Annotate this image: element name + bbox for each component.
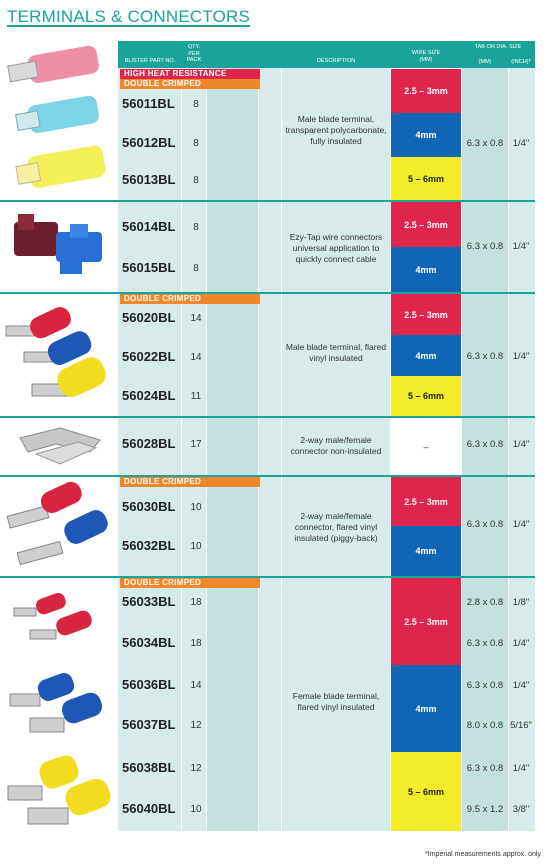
description: Ezy-Tap wire connectors universal application to quickly connect cable bbox=[289, 232, 383, 264]
qty: 17 bbox=[190, 439, 202, 450]
description: 2-way male/female connector non-insulated bbox=[290, 435, 382, 456]
wire-size-red: 2.5 – 3mm bbox=[391, 69, 461, 113]
wire-size-yellow: 5 – 6mm bbox=[391, 752, 461, 831]
description: 2-way male/female connector, flared vinyl insulated (piggy-back) bbox=[294, 511, 378, 543]
qty: 10 bbox=[190, 541, 202, 552]
tab-size-mm: 6.3 x 0.8 bbox=[466, 763, 504, 774]
qty: 8 bbox=[193, 138, 199, 149]
part-number: 56038BL bbox=[122, 760, 176, 775]
description: Male blade terminal, flared vinyl insulated bbox=[285, 342, 387, 363]
qty: 12 bbox=[190, 720, 202, 731]
product-image-ezy-tap bbox=[0, 202, 118, 292]
part-number: 56022BL bbox=[122, 349, 176, 364]
tab-size-inch: 1/4" bbox=[512, 241, 530, 252]
part-number: 56020BL bbox=[122, 310, 176, 325]
tab-size-mm: 6.3 x 0.8 bbox=[466, 519, 504, 530]
part-number: 56030BL bbox=[122, 499, 176, 514]
qty: 14 bbox=[190, 680, 202, 691]
tag-double-crimped: DOUBLE CRIMPED bbox=[120, 294, 260, 304]
wire-size-red: 2.5 – 3mm bbox=[391, 294, 461, 335]
tab-size-inch: 1/4" bbox=[512, 519, 530, 530]
qty: 12 bbox=[190, 763, 202, 774]
header-tab-mm: (MM) bbox=[478, 59, 492, 65]
tag-double-crimped: DOUBLE CRIMPED bbox=[120, 578, 260, 588]
header-wire-size: WIRE SIZE bbox=[411, 50, 441, 56]
product-image-transparent-terminals bbox=[0, 40, 118, 200]
product-image-female-blade bbox=[0, 578, 118, 831]
tab-size-inch: 1/4" bbox=[512, 638, 530, 649]
tab-size-inch: 1/4" bbox=[512, 351, 530, 362]
part-number: 56034BL bbox=[122, 635, 176, 650]
description: Female blade terminal, flared vinyl insulated bbox=[292, 691, 380, 712]
tab-size-inch: 5/16" bbox=[510, 720, 532, 731]
header-tab: TAB OR DIA. SIZE bbox=[474, 44, 522, 50]
tab-size-mm: 2.8 x 0.8 bbox=[466, 597, 504, 608]
wire-size-blue: 4mm bbox=[391, 526, 461, 576]
tab-size-inch: 1/4" bbox=[512, 680, 530, 691]
tab-size-inch: 3/8" bbox=[512, 804, 530, 815]
tag-double-crimped: DOUBLE CRIMPED bbox=[120, 79, 260, 89]
qty: 14 bbox=[190, 352, 202, 363]
page-title: TERMINALS & CONNECTORS bbox=[7, 7, 251, 26]
product-image-piggyback bbox=[0, 477, 118, 576]
qty: 8 bbox=[193, 263, 199, 274]
tab-size-mm: 6.3 x 0.8 bbox=[466, 638, 504, 649]
wire-size-yellow: 5 – 6mm bbox=[391, 157, 461, 200]
wire-size-blue: 4mm bbox=[391, 665, 461, 752]
part-number: 56032BL bbox=[122, 538, 176, 553]
tab-size-inch: 1/4" bbox=[512, 138, 530, 149]
tab-size-inch: 1/8" bbox=[512, 597, 530, 608]
header-blister: BLISTER PART NO. bbox=[124, 58, 176, 64]
header-tab-inch: (INCH)* bbox=[511, 59, 531, 65]
tab-size-mm: 6.3 x 0.8 bbox=[466, 680, 504, 691]
part-number: 56014BL bbox=[122, 219, 176, 234]
wire-size-red: 2.5 – 3mm bbox=[391, 578, 461, 665]
wire-size-blue: 4mm bbox=[391, 113, 461, 157]
wire-size-red: 2.5 – 3mm bbox=[391, 202, 461, 247]
qty: 10 bbox=[190, 502, 202, 513]
wire-size-blue: 4mm bbox=[391, 335, 461, 376]
qty: 10 bbox=[190, 804, 202, 815]
part-number: 56012BL bbox=[122, 135, 176, 150]
tab-size-mm: 8.0 x 0.8 bbox=[466, 720, 504, 731]
tag-high-heat: HIGH HEAT RESISTANCE bbox=[120, 69, 260, 79]
footnote: *Imperial measurements approx. only bbox=[425, 851, 541, 858]
qty: 8 bbox=[193, 99, 199, 110]
header-wire-unit: (MM) bbox=[419, 57, 433, 63]
product-image-non-insulated bbox=[0, 418, 118, 475]
qty: 18 bbox=[190, 638, 202, 649]
part-number: 56015BL bbox=[122, 260, 176, 275]
tab-size-mm: 6.3 x 0.8 bbox=[466, 138, 504, 149]
tab-size-mm: 6.3 x 0.8 bbox=[466, 241, 504, 252]
part-number: 56033BL bbox=[122, 594, 176, 609]
tab-size-inch: 1/4" bbox=[512, 439, 530, 450]
part-number: 56011BL bbox=[122, 96, 175, 111]
qty: 8 bbox=[193, 175, 199, 186]
part-number: 56013BL bbox=[122, 172, 176, 187]
header-description: DESCRIPTION bbox=[316, 58, 356, 64]
part-number: 56036BL bbox=[122, 677, 176, 692]
wire-size-none: – bbox=[423, 441, 429, 452]
description: Male blade terminal, transparent polycarbonate, fully insulated bbox=[285, 114, 387, 146]
part-number: 56024BL bbox=[122, 388, 176, 403]
qty: 11 bbox=[190, 391, 202, 402]
part-number: 56028BL bbox=[122, 436, 176, 451]
tab-size-mm: 6.3 x 0.8 bbox=[466, 351, 504, 362]
wire-size-yellow: 5 – 6mm bbox=[391, 376, 461, 416]
part-number: 56040BL bbox=[122, 801, 176, 816]
qty: 8 bbox=[193, 222, 199, 233]
wire-size-red: 2.5 – 3mm bbox=[391, 477, 461, 526]
part-number: 56037BL bbox=[122, 717, 176, 732]
qty: 14 bbox=[190, 313, 202, 324]
wire-size-blue: 4mm bbox=[391, 247, 461, 292]
tab-size-mm: 6.3 x 0.8 bbox=[466, 439, 504, 450]
tab-size-inch: 1/4" bbox=[512, 763, 530, 774]
product-image-male-blade bbox=[0, 294, 118, 416]
tab-size-mm: 9.5 x 1.2 bbox=[466, 804, 504, 815]
tag-double-crimped: DOUBLE CRIMPED bbox=[120, 477, 260, 487]
qty: 18 bbox=[190, 597, 202, 608]
header-qty: QTY. PER PACK bbox=[186, 44, 202, 63]
